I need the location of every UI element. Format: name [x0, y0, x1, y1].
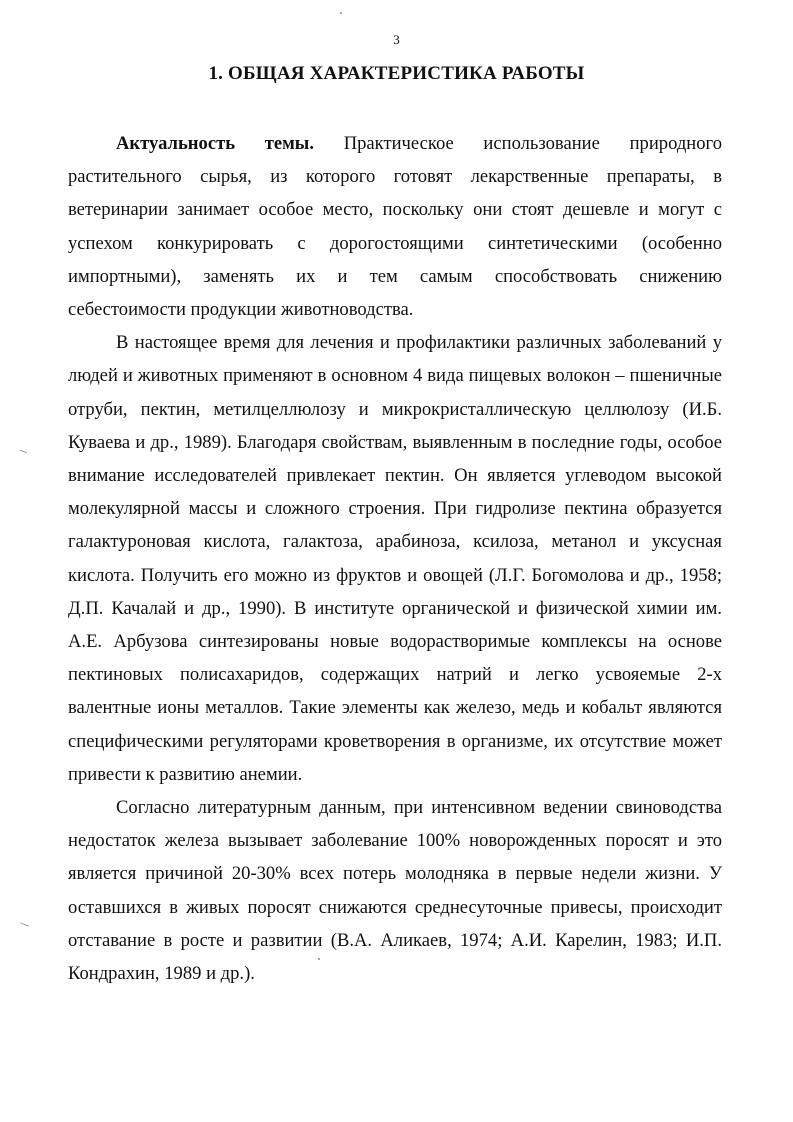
section-title: 1. ОБЩАЯ ХАРАКТЕРИСТИКА РАБОТЫ [208, 63, 585, 84]
paragraph-fibers: В настоящее время для лечения и профилактики различных заболеваний у людей и животных применяют в основном 4 вида пищевых волокон – пшеничные отруби, пектин, метилцеллюлозу и микрокристаллическую целлюлозу (И.Б. Куваева и др., 1989). Благодаря свойствам, выявленным в последние годы, особое внимание исследователей привлекает пектин. Он является углеводом высокой молекулярной массы и сложного строения. При гидролизе пектина образуется галактуроновая кислота, галактоза, арабиноза, ксилоза, метанол и уксусная кислота. Получить его можно из фруктов и овощей (Л.Г. Богомолова и др., 1958; Д.П. Качалай и др., 1990). В институте органической и физической химии им. А.Е. Арбузова синтезированы новые водорастворимые комплексы на основе пектиновых полисахаридов, содержащих натрий и легко усвояемые 2-х валентные ионы металлов. Такие элементы как железо, медь и кобальт являются специфическими регуляторами кроветворения в организме, их отсутствие может привести к развитию анемии. [68, 332, 722, 785]
paragraph-relevance-text: Практическое использование природного растительного сырья, из которого готовят лекарственные препараты, в ветеринарии занимает особое место, поскольку они стоят дешевле и могут с успехом конкурировать с дорогостоящими синтетическими (особенно импортными), заменять их и тем самым способствовать снижению себестоимости продукции животноводства. [68, 133, 722, 321]
scan-speck [318, 958, 320, 960]
paragraph-iron-deficiency: Согласно литературным данным, при интенсивном ведении свиноводства недостаток железа вызывает заболевание 100% новорожденных поросят и это является причиной 20-30% всех потерь молодняка в первые недели жизни. У оставшихся в живых поросят снижаются среднесуточные привесы, происходит отставание в росте и развитии (В.А. Аликаев, 1974; А.И. Карелин, 1983; И.П. Кондрахин, 1989 и др.). [68, 797, 722, 985]
document-body [68, 127, 722, 990]
scan-speck-top [340, 12, 342, 14]
paragraph-relevance [68, 127, 722, 326]
page-number: 3 [393, 32, 400, 47]
paragraph-lead-heading: Актуальность темы. [116, 133, 314, 154]
scan-margin-mark [20, 450, 27, 453]
scan-margin-mark [20, 922, 29, 926]
